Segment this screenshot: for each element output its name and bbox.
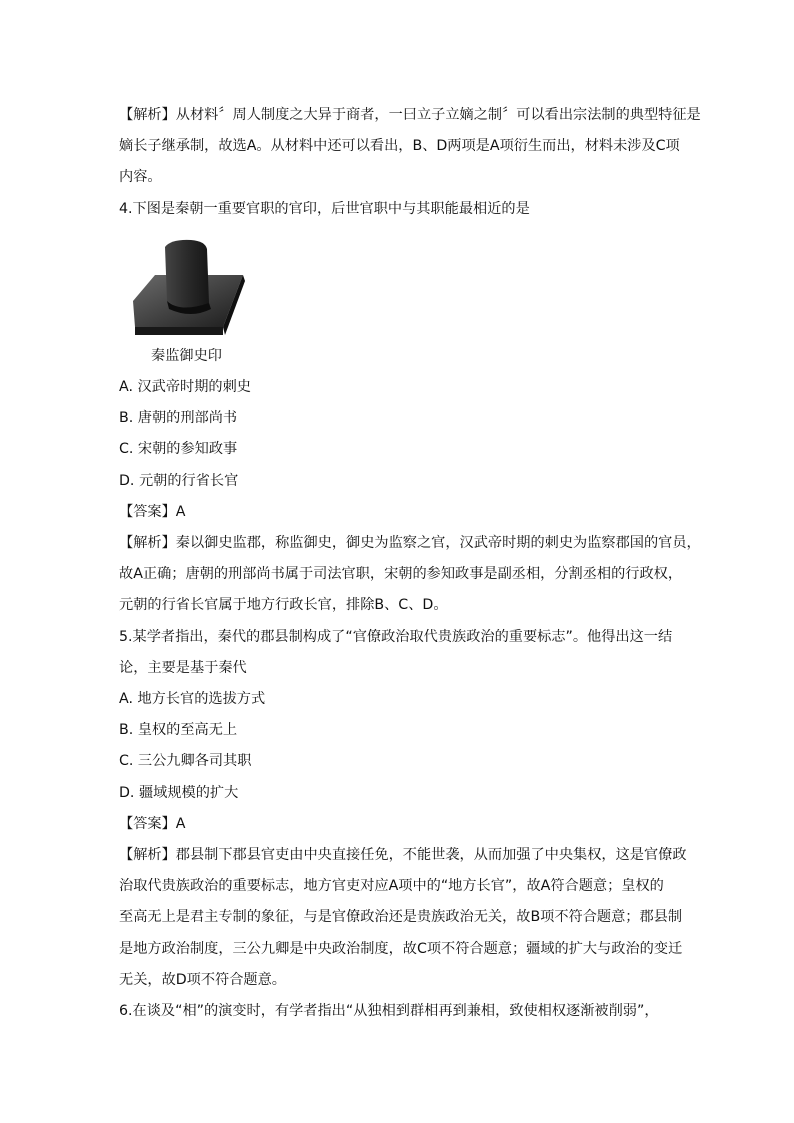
analysis-line: 治取代贵族政治的重要标志，地方官吏对应A项中的“地方长官”，故A符合题意；皇权的 (119, 878, 664, 895)
analysis-line: 【解析】郡县制下郡县官吏由中央直接任免，不能世袭，从而加强了中央集权，这是官僚政 (119, 847, 687, 864)
question-5-stem: 5.某学者指出，秦代的郡县制构成了“官僚政治取代贵族政治的重要标志”。他得出这一结 (119, 628, 673, 645)
option-c: C. 宋朝的参知政事 (119, 441, 238, 458)
question-5-stem: 论，主要是基于秦代 (119, 659, 247, 676)
answer-line: 【答案】A (119, 503, 186, 520)
option-c: C. 三公九卿各司其职 (119, 753, 252, 770)
question-4-stem: 4.下图是秦朝一重要官职的官印，后世官职中与其职能最相近的是 (119, 200, 530, 217)
seal-image (125, 231, 249, 341)
seal-figure (119, 231, 679, 341)
question-6-stem: 6.在谈及“相”的演变时，有学者指出“从独相到群相再到兼相，致使相权逐渐被削弱”， (119, 1003, 659, 1020)
document-page (119, 100, 701, 1027)
option-b: B. 唐朝的刑部尚书 (119, 410, 238, 427)
option-b: B. 皇权的至高无上 (119, 722, 238, 739)
option-d: D. 元朝的行省长官 (119, 472, 239, 489)
analysis-line: 【解析】从材料〞周人制度之大异于商者，一曰立子立嫡之制〞可以看出宗法制的典型特征是 (119, 107, 701, 123)
answer-line: 【答案】A (119, 815, 186, 832)
analysis-line: 元朝的行省长官属于地方行政长官，排除B、C、D。 (119, 597, 448, 614)
analysis-line: 嫡长子继承制，故选A。从材料中还可以看出，B、D两项是A项衍生而出，材料未涉及C项 (119, 138, 680, 155)
analysis-line: 至高无上是君主专制的象征，与是官僚政治还是贵族政治无关，故B项不符合题意；郡县制 (119, 909, 683, 926)
analysis-line: 无关，故D项不符合题意。 (119, 971, 286, 988)
option-a: A. 地方长官的选拔方式 (119, 691, 266, 708)
analysis-line: 内容。 (119, 169, 162, 186)
analysis-line: 是地方政治制度，三公九卿是中央政治制度，故C项不符合题意；疆域的扩大与政治的变迁 (119, 940, 683, 957)
analysis-line: 故A正确；唐朝的刑部尚书属于司法官职，宋朝的参知政事是副丞相，分割丞相的行政权， (119, 566, 683, 583)
analysis-line: 【解析】秦以御史监郡，称监御史，御史为监察之官，汉武帝时期的刺史为监察郡国的官员， (119, 535, 701, 552)
option-d: D. 疆域规模的扩大 (119, 784, 239, 801)
figure-caption: 秦监御史印 (151, 347, 222, 364)
option-a: A. 汉武帝时期的刺史 (119, 379, 251, 396)
